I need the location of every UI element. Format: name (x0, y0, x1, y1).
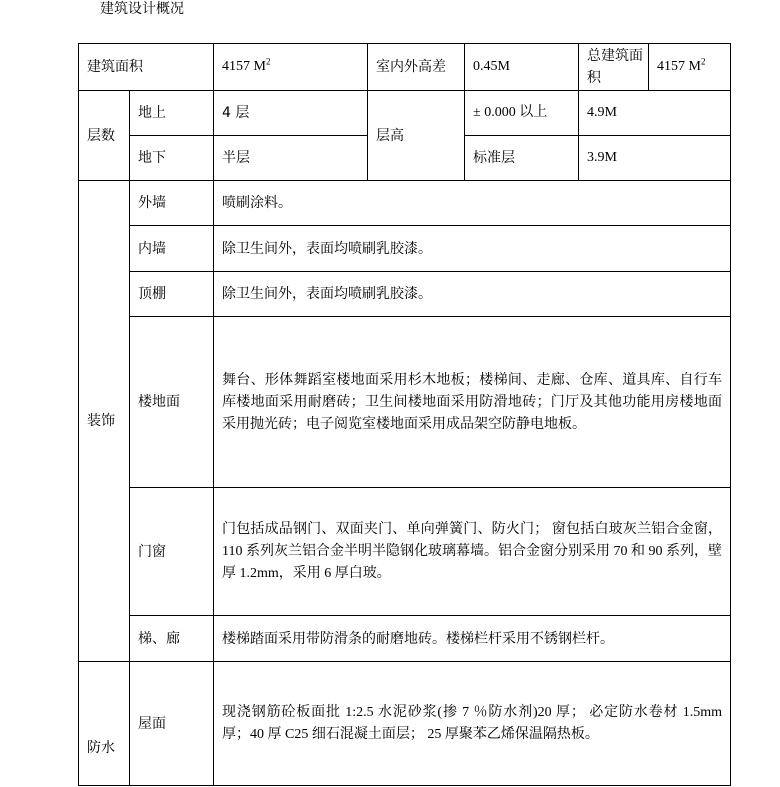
floors-below-label: 地下 (130, 136, 214, 181)
area-row (79, 44, 731, 91)
decoration-item-text: 除卫生间外，表面均喷刷乳胶漆。 (214, 272, 731, 317)
decoration-row (79, 181, 731, 226)
decoration-item-text: 除卫生间外，表面均喷刷乳胶漆。 (214, 226, 731, 272)
floors-label: 层数 (79, 91, 130, 181)
storey-height-label: 层高 (368, 91, 465, 181)
decoration-item-text: 喷刷涂料。 (214, 181, 731, 226)
standard-floor-value: 3.9M (579, 136, 731, 181)
height-diff-label: 室内外高差 (368, 44, 465, 91)
decoration-item-label: 外墙 (130, 181, 214, 226)
floors-above-value: 4 层 (214, 91, 368, 136)
decoration-item-label: 门窗 (130, 488, 214, 616)
height-diff-value: 0.45M (465, 44, 579, 91)
total-area-label: 总建筑面积 (579, 44, 649, 91)
area-label: 建筑面积 (79, 44, 214, 91)
decoration-row (79, 272, 731, 317)
section-title: 建筑设计概况 (100, 1, 184, 17)
decoration-item-label: 内墙 (130, 226, 214, 272)
waterproof-row (79, 662, 731, 786)
decoration-item-text: 楼梯踏面采用带防滑条的耐磨地砖。楼梯栏杆采用不锈钢栏杆。 (214, 616, 731, 662)
waterproof-item-text: 现浇钢筋砼板面批 1:2.5 水泥砂浆(掺 7 ％防水剂)20 厚； 必定防水卷材 1.5mm 厚；40 厚 C25 细石混凝土面层； 25 厚聚苯乙烯保温隔热板。 (214, 662, 731, 786)
above-ref-label: ± 0.000 以上 (465, 91, 579, 136)
decoration-row (79, 488, 731, 616)
decoration-row (79, 226, 731, 272)
decoration-item-text: 舞台、形体舞蹈室楼地面采用杉木地板；楼梯间、走廊、仓库、道具库、自行车库楼地面采用耐磨砖；卫生间楼地面采用防滑地砖；门厅及其他功能用房楼地面采用抛光砖；电子阅览室楼地面采用成品架空防静电地板。 (214, 317, 731, 488)
standard-floor-label: 标准层 (465, 136, 579, 181)
floors-above-label: 地上 (130, 91, 214, 136)
decoration-item-label: 梯、廊 (130, 616, 214, 662)
waterproof-item-label: 屋面 (130, 662, 214, 786)
decoration-label: 装饰 (79, 181, 130, 662)
decoration-item-label: 楼地面 (130, 317, 214, 488)
decoration-row (79, 317, 731, 488)
floors-below-value: 半层 (214, 136, 368, 181)
decoration-row (79, 616, 731, 662)
decoration-item-text: 门包括成品钢门、双面夹门、单向弹簧门、防火门； 窗包括白玻灰兰铝合金窗，110 系列灰兰铝合金半明半隐钢化玻璃幕墙。铝合金窗分别采用 70 和 90 系列，壁厚 1.2mm，采用 6 厚白玻。 (214, 488, 731, 616)
area-value: 4157 $M^2$ (214, 44, 368, 91)
decoration-item-label: 顶棚 (130, 272, 214, 317)
building-spec-table (78, 43, 731, 786)
above-ref-value: 4.9M (579, 91, 731, 136)
floors-above-row (79, 91, 731, 136)
waterproof-label: 防水 (79, 662, 130, 786)
total-area-value: 4157 $M^2$ (649, 44, 731, 91)
